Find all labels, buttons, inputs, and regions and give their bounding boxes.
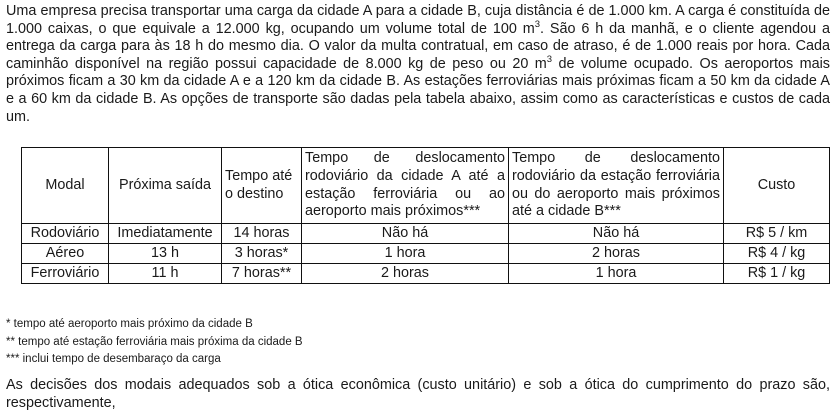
- cell-modal: Rodoviário: [22, 224, 109, 244]
- cubic-exponent-1: 3: [534, 18, 540, 30]
- table-header-row: [22, 148, 830, 224]
- table-footnotes: [6, 316, 303, 369]
- cubic-exponent-2: 3: [546, 53, 553, 65]
- cell-road-time-from-a: Não há: [302, 224, 509, 244]
- table-row: [22, 244, 830, 264]
- header-road-time-to-b: Tempo de deslocamento rodoviário da estação ferroviária ou do aeroporto mais próximos até a cidade B***: [509, 148, 724, 224]
- cell-next-departure: 11 h: [109, 264, 222, 284]
- cell-modal: Aéreo: [22, 244, 109, 264]
- header-modal: Modal: [22, 148, 109, 224]
- footnote-airport: * tempo até aeroporto mais próximo da cidade B: [6, 318, 253, 330]
- cell-road-time-to-b: 2 horas: [509, 244, 724, 264]
- cell-time-to-destination: 14 horas: [222, 224, 302, 244]
- cell-next-departure: Imediatamente: [109, 224, 222, 244]
- cell-road-time-from-a: 2 horas: [302, 264, 509, 284]
- cell-cost: R$ 4 / kg: [724, 244, 830, 264]
- cell-road-time-to-b: Não há: [509, 224, 724, 244]
- question-text: As decisões dos modais adequados sob a ótica econômica (custo unitário) e sob a ótica do cumprimento do prazo são, respectivamente,: [6, 377, 830, 411]
- cell-next-departure: 13 h: [109, 244, 222, 264]
- cell-modal: Ferroviário: [22, 264, 109, 284]
- intro-text-part-2: . São 6 h da manhã, e o cliente agendou a entrega da carga para às 18 h do mesmo dia. O valor da multa contratual, em caso de atraso, é de 1.000 reais por hora. Cada caminhão disponível na região possui capacidade de 8.000 kg de peso ou 20 m: [6, 20, 830, 72]
- problem-statement: [6, 3, 830, 126]
- cell-road-time-to-b: 1 hora: [509, 264, 724, 284]
- header-road-time-from-a: Tempo de deslocamento rodoviário da cidade A até a estação ferroviária ou ao aeroporto mais próximos***: [302, 148, 509, 224]
- header-cost: Custo: [724, 148, 830, 224]
- transport-options-table: [21, 147, 830, 284]
- intro-text-part-1: Uma empresa precisa transportar uma carga da cidade A para a cidade B, cuja distância é de 1.000 km. A carga é constituída de 1.000 caixas, o que equivale a 12.000 kg, ocupando um volume total de 100 m: [6, 3, 830, 37]
- header-next-departure: Próxima saída: [109, 148, 222, 224]
- footnote-clearance-time: *** inclui tempo de desembaraço da carga: [6, 353, 221, 365]
- cell-time-to-destination: 7 horas**: [222, 264, 302, 284]
- cell-cost: R$ 5 / km: [724, 224, 830, 244]
- cell-time-to-destination: 3 horas*: [222, 244, 302, 264]
- intro-text-part-3: de volume ocupado. Os aeroportos mais próximos ficam a 30 km da cidade A e a 120 km da cidade B. As estações ferroviárias mais próximas ficam a 50 km da cidade A e a 60 km da cidade B. As opções de transporte são dadas pela tabela abaixo, assim como as características e custos de cada um.: [6, 55, 830, 125]
- cell-road-time-from-a: 1 hora: [302, 244, 509, 264]
- header-time-to-destination: Tempo até o destino: [222, 148, 302, 224]
- table-row: [22, 224, 830, 244]
- footnote-rail-station: ** tempo até estação ferroviária mais próxima da cidade B: [6, 335, 303, 348]
- cell-cost: R$ 1 / kg: [724, 264, 830, 284]
- table-row: [22, 264, 830, 284]
